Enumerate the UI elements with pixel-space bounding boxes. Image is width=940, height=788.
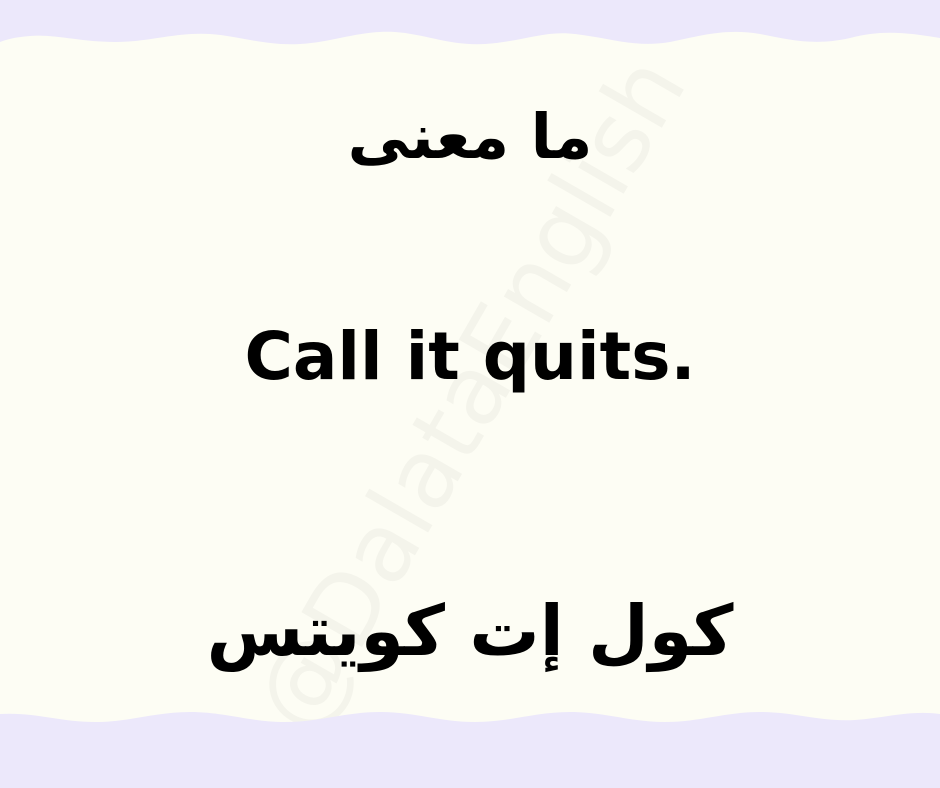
bottom-wave-border	[0, 708, 940, 788]
question-title: ما معنى	[347, 100, 593, 173]
english-phrase: Call it quits.	[244, 318, 696, 395]
arabic-pronunciation: كول إت كويتس	[206, 590, 734, 672]
bottom-wave-shape	[0, 712, 940, 788]
top-wave-shape	[0, 0, 940, 44]
top-wave-border	[0, 0, 940, 50]
